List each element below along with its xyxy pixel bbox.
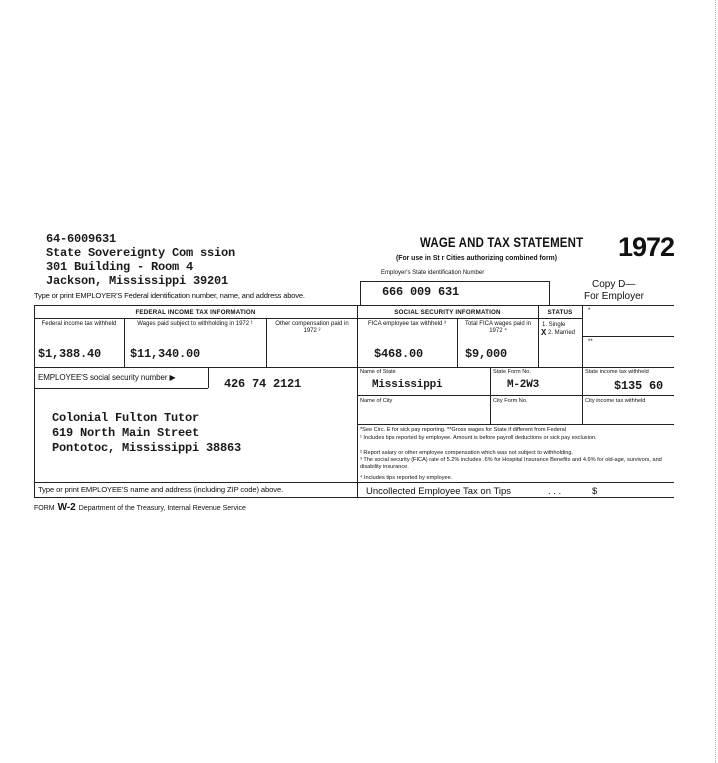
federal-section-title: FEDERAL INCOME TAX INFORMATION	[135, 309, 256, 316]
footnote-line1: *See Circ. E for sick pay reporting. **Gross wages for State if different from Federal	[360, 427, 567, 433]
fica-wages-label: Total FICA wages paid in 1972 ⁴	[464, 321, 532, 334]
state-id-label: Employer's State identification Number	[381, 270, 485, 276]
footnote-line4: ³ The social security (FICA) rate of 5.2% includes .6% for Hospital Insurance Benefits and 4.6% for old-age, survivors, and disability insurance.	[360, 457, 662, 470]
employer-name: State Sovereignty Com ssion	[46, 246, 236, 260]
employee-ssn-label: EMPLOYEE'S social security number ▶	[38, 373, 176, 382]
employer-ein: 64-6009631	[46, 232, 117, 246]
copy-for-label: For Employer	[584, 291, 645, 302]
section-title-line	[34, 318, 582, 319]
city-tax-label: City income tax withheld	[585, 398, 646, 404]
row-divider-line	[34, 367, 674, 368]
footer-form-word: FORM	[34, 505, 55, 512]
employee-address-line1: 619 North Main Street	[52, 426, 200, 440]
state-row-line	[357, 395, 674, 396]
state-name-label: Name of State	[360, 369, 396, 375]
form-subtitle: (For use in St r Cities authorizing combined form)	[396, 253, 558, 262]
status-title: STATUS	[547, 309, 573, 316]
form-year: 1972	[618, 232, 675, 262]
fica-tax-value: $468.00	[374, 347, 424, 361]
state-name-value: Mississippi	[372, 379, 443, 391]
city-row-line	[357, 424, 674, 425]
employer-address-line1: 301 Building - Room 4	[46, 260, 194, 274]
employee-name: Colonial Fulton Tutor	[52, 411, 200, 425]
other-comp-label: Other compensation paid in 1972 ²	[275, 321, 349, 334]
mid-divider-line	[357, 305, 358, 497]
fed-col-divider-1	[124, 318, 125, 367]
ssn-label-divider	[208, 367, 209, 388]
state-id-value: 666 009 631	[382, 285, 460, 299]
uncollected-tips-dots: . . .	[548, 486, 562, 497]
employer-address-line2: Jackson, Mississippi 39201	[46, 274, 229, 288]
federal-wages-value: $11,340.00	[130, 347, 201, 361]
employer-field-label: Type or print EMPLOYER'S Federal identification number, name, and address above.	[34, 291, 305, 300]
grid-bottom-line	[34, 497, 674, 498]
uncollected-tips-dollar: $	[592, 486, 598, 497]
federal-tax-value: $1,388.40	[38, 347, 102, 361]
ssn-label-underline	[34, 388, 208, 389]
bottom-row-line	[34, 482, 674, 483]
footnote-line5: ⁴ Includes tips reported by employee.	[360, 475, 453, 481]
form-title: WAGE AND TAX STATEMENT	[420, 234, 584, 250]
side-mark-single: *	[588, 308, 591, 314]
ss-section-title: SOCIAL SECURITY INFORMATION	[394, 309, 501, 316]
state-col-divider-2	[582, 367, 583, 424]
side-mark-double: **	[588, 339, 593, 345]
uncollected-tips-label: Uncollected Employee Tax on Tips	[366, 486, 512, 497]
footnote-line3: ² Report salary or other employee compensation which was not subject to withholding.	[360, 450, 573, 456]
page-edge-dotted-line	[715, 0, 716, 763]
status-option-married: 2. Married	[548, 330, 576, 336]
copy-label: Copy D—	[592, 279, 636, 290]
grid-top-line	[34, 305, 674, 306]
fica-tax-label: FICA employee tax withheld ³	[367, 321, 447, 327]
grid-left-line	[34, 305, 35, 497]
fed-col-divider-2	[266, 318, 267, 367]
fica-wages-value: $9,000	[465, 347, 508, 361]
footer-agency: Department of the Treasury, Internal Revenue Service	[78, 505, 246, 512]
employee-ssn-value: 426 74 2121	[224, 377, 302, 391]
state-form-value: M-2W3	[507, 379, 540, 391]
federal-wages-label: Wages paid subject to withholding in 1972 ¹	[137, 321, 253, 327]
status-married-checkmark: X	[541, 328, 547, 338]
federal-tax-label: Federal income tax withheld	[41, 321, 117, 327]
side-mark-line	[582, 336, 674, 337]
footer-form-number: W-2	[57, 502, 76, 513]
state-col-divider-1	[490, 367, 491, 424]
employee-field-label: Type or print EMPLOYEE'S name and address (including ZIP code) above.	[38, 485, 284, 494]
footnote-line2: ¹ Includes tips reported by employee. Amount is before payroll deductions or sick pay exclusion.	[360, 435, 597, 441]
employee-address-line2: Pontotoc, Mississippi 38863	[52, 441, 242, 455]
city-name-label: Name of City	[360, 398, 393, 404]
state-tax-value: $135 60	[614, 379, 664, 393]
status-option-single: 1. Single	[542, 322, 566, 328]
state-tax-label: State income tax withheld	[585, 369, 649, 375]
ss-col-divider	[457, 318, 458, 367]
city-form-label: City Form No.	[493, 398, 528, 404]
form-footer	[34, 502, 246, 513]
state-form-label: State Form No.	[493, 369, 531, 375]
